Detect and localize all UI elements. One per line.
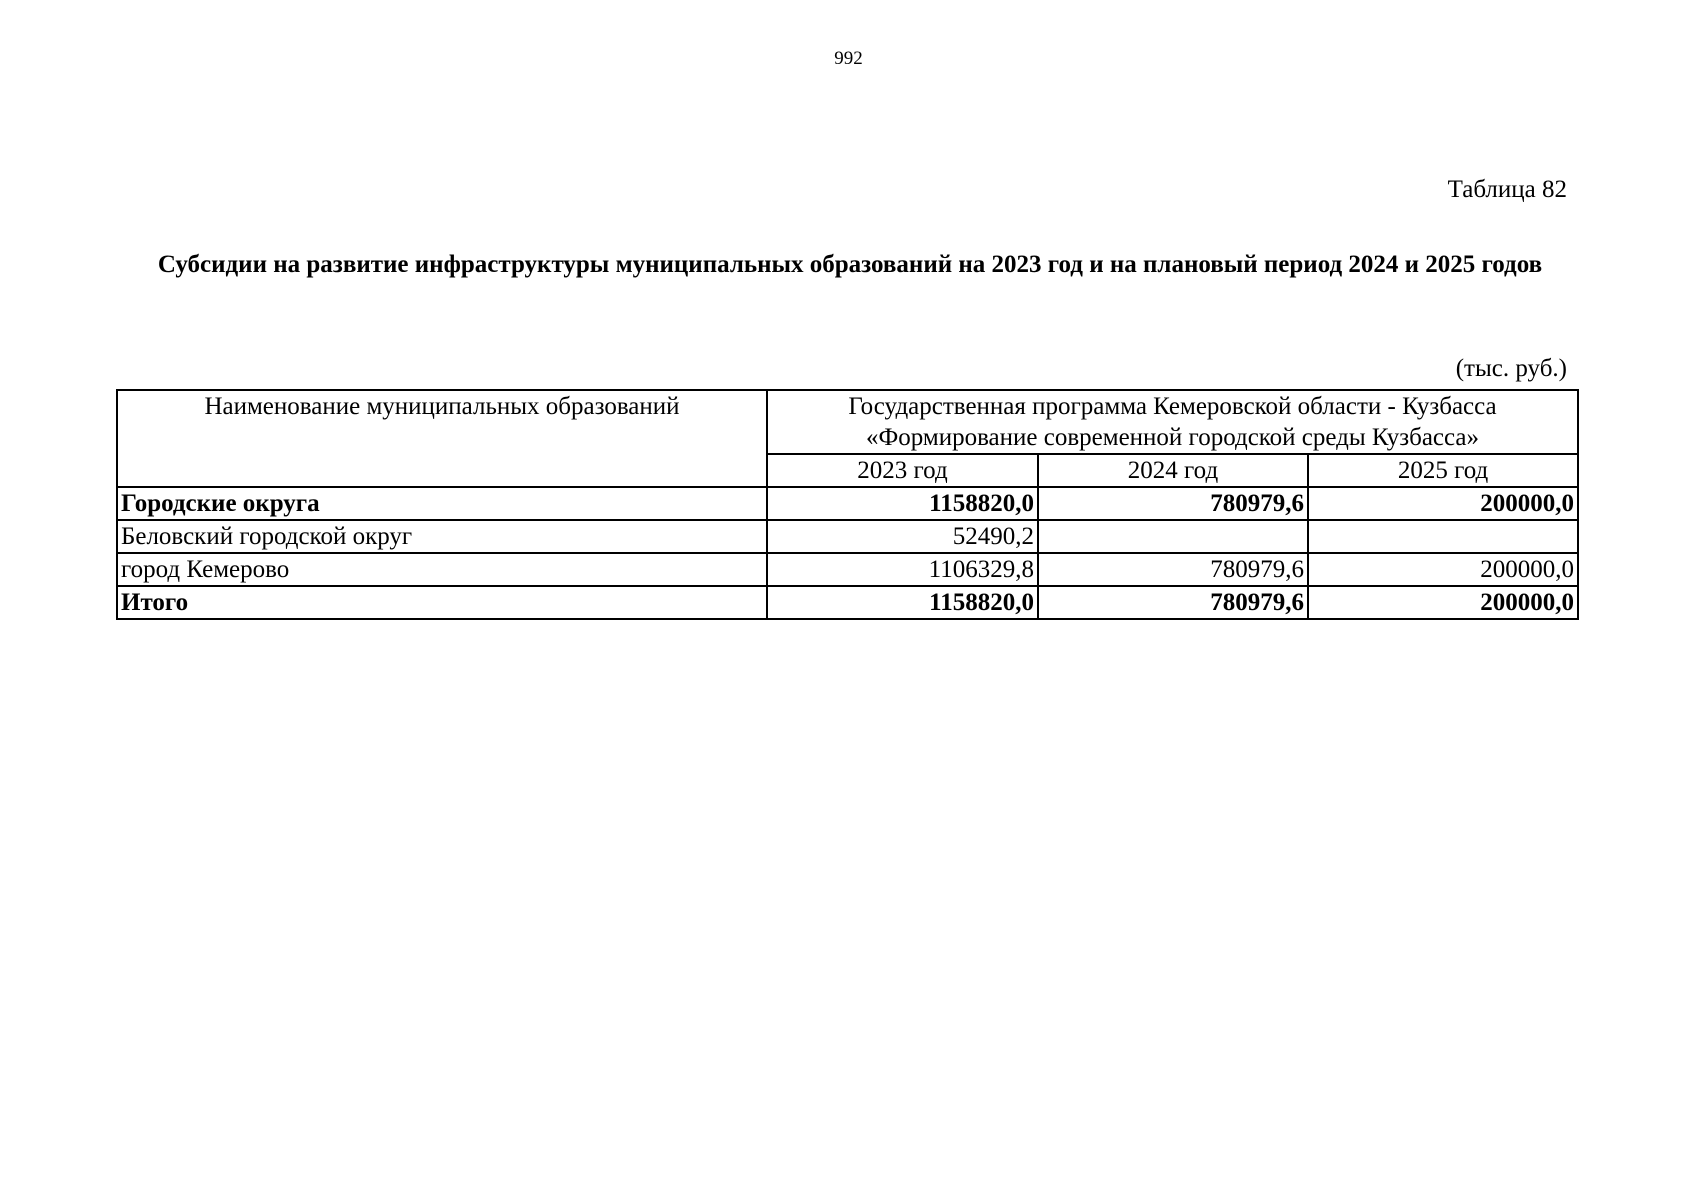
row-value-2023: 52490,2 [767, 520, 1038, 553]
row-name: Беловский городской округ [117, 520, 767, 553]
row-value-2025: 200000,0 [1308, 586, 1578, 619]
header-program-cell [767, 390, 1578, 454]
header-year-2023: 2023 год [767, 454, 1038, 487]
subsidies-table [116, 389, 1579, 620]
row-name: Итого [117, 586, 767, 619]
header-program-line1: Государственная программа Кемеровской области - Кузбасса [848, 393, 1497, 420]
table-header-row [117, 390, 1578, 454]
header-program-line2: «Формирование современной городской среды Кузбасса» [866, 424, 1480, 451]
row-value-2024: 780979,6 [1038, 553, 1308, 586]
document-title: Субсидии на развитие инфраструктуры муниципальных образований на 2023 год и на плановый период 2024 и 2025 годов [157, 251, 1543, 278]
row-value-2024 [1038, 520, 1308, 553]
table-row [117, 553, 1578, 586]
row-value-2025: 200000,0 [1308, 487, 1578, 520]
row-value-2025 [1308, 520, 1578, 553]
header-year-2024: 2024 год [1038, 454, 1308, 487]
row-value-2025: 200000,0 [1308, 553, 1578, 586]
row-name: город Кемерово [117, 553, 767, 586]
row-value-2024: 780979,6 [1038, 487, 1308, 520]
header-year-2025: 2025 год [1308, 454, 1578, 487]
page-number: 992 [834, 48, 863, 69]
row-value-2023: 1158820,0 [767, 586, 1038, 619]
table-label: Таблица 82 [1447, 176, 1567, 203]
row-name: Городские округа [117, 487, 767, 520]
row-value-2023: 1158820,0 [767, 487, 1038, 520]
table-row [117, 487, 1578, 520]
table-row-total [117, 586, 1578, 619]
table-row [117, 520, 1578, 553]
units-label: (тыс. руб.) [1455, 355, 1567, 382]
row-value-2023: 1106329,8 [767, 553, 1038, 586]
row-value-2024: 780979,6 [1038, 586, 1308, 619]
header-name-cell: Наименование муниципальных образований [117, 390, 767, 487]
